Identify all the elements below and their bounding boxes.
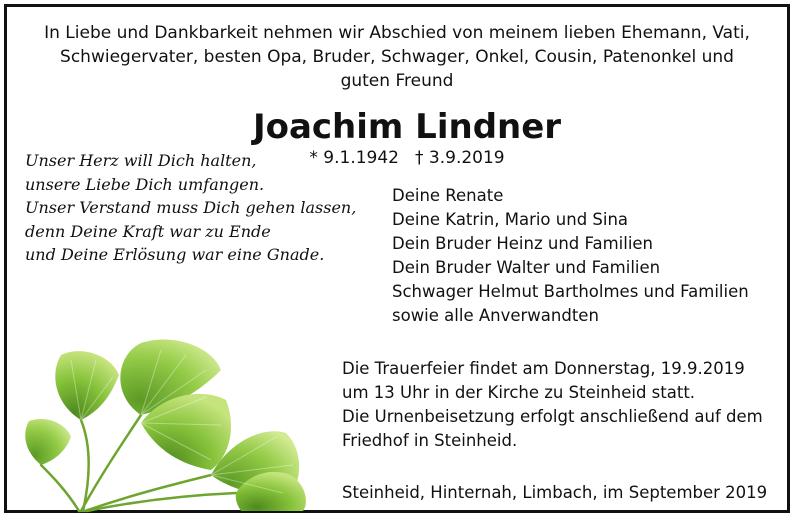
ceremony-info	[342, 357, 787, 453]
mourner-line: Schwager Helmut Bartholmes und Familien	[392, 282, 749, 301]
mourner-line: Deine Katrin, Mario und Sina	[392, 210, 629, 229]
ginkgo-leaves-illustration	[21, 325, 321, 513]
ceremony-line: Die Trauerfeier findet am Donnerstag, 19.9.2019	[342, 359, 745, 378]
poem-line: Unser Herz will Dich halten,	[25, 151, 257, 170]
ceremony-line: um 13 Uhr in der Kirche zu Steinheid statt.	[342, 383, 696, 402]
poem-line: Unser Verstand muss Dich gehen lassen,	[25, 198, 357, 217]
ginkgo-leaf	[25, 419, 71, 465]
place-and-date: Steinheid, Hinternah, Limbach, im September 2019	[342, 483, 768, 502]
poem-line: denn Deine Kraft war zu Ende	[25, 221, 271, 241]
deceased-name-text: Joachim Lindner	[252, 107, 562, 147]
ceremony-line: Friedhof in Steinheid.	[342, 431, 518, 450]
intro-text: In Liebe und Dankbarkeit nehmen wir Abschied von meinem lieben Ehemann, Vati, Schwiegervater, besten Opa, Bruder, Schwager, Onkel, Cousin, Patenonkel und guten Freund	[44, 23, 750, 91]
ginkgo-leaf	[55, 351, 119, 420]
mourner-line: Dein Bruder Heinz und Familien	[392, 234, 654, 253]
poem	[25, 149, 385, 267]
death-date: † 3.9.2019	[415, 148, 505, 168]
obituary-notice	[4, 4, 790, 513]
poem-line: unsere Liebe Dich umfangen.	[25, 174, 265, 194]
mourner-line: sowie alle Anverwandten	[392, 306, 599, 325]
mourner-line: Dein Bruder Walter und Familien	[392, 258, 661, 277]
ceremony-line: Die Urnenbeisetzung erfolgt anschließend auf dem	[342, 407, 763, 426]
mourner-line: Deine Renate	[392, 186, 504, 205]
poem-line: und Deine Erlösung war eine Gnade.	[25, 245, 325, 264]
birth-date: * 9.1.1942	[309, 148, 399, 168]
mourners-list	[392, 184, 787, 328]
